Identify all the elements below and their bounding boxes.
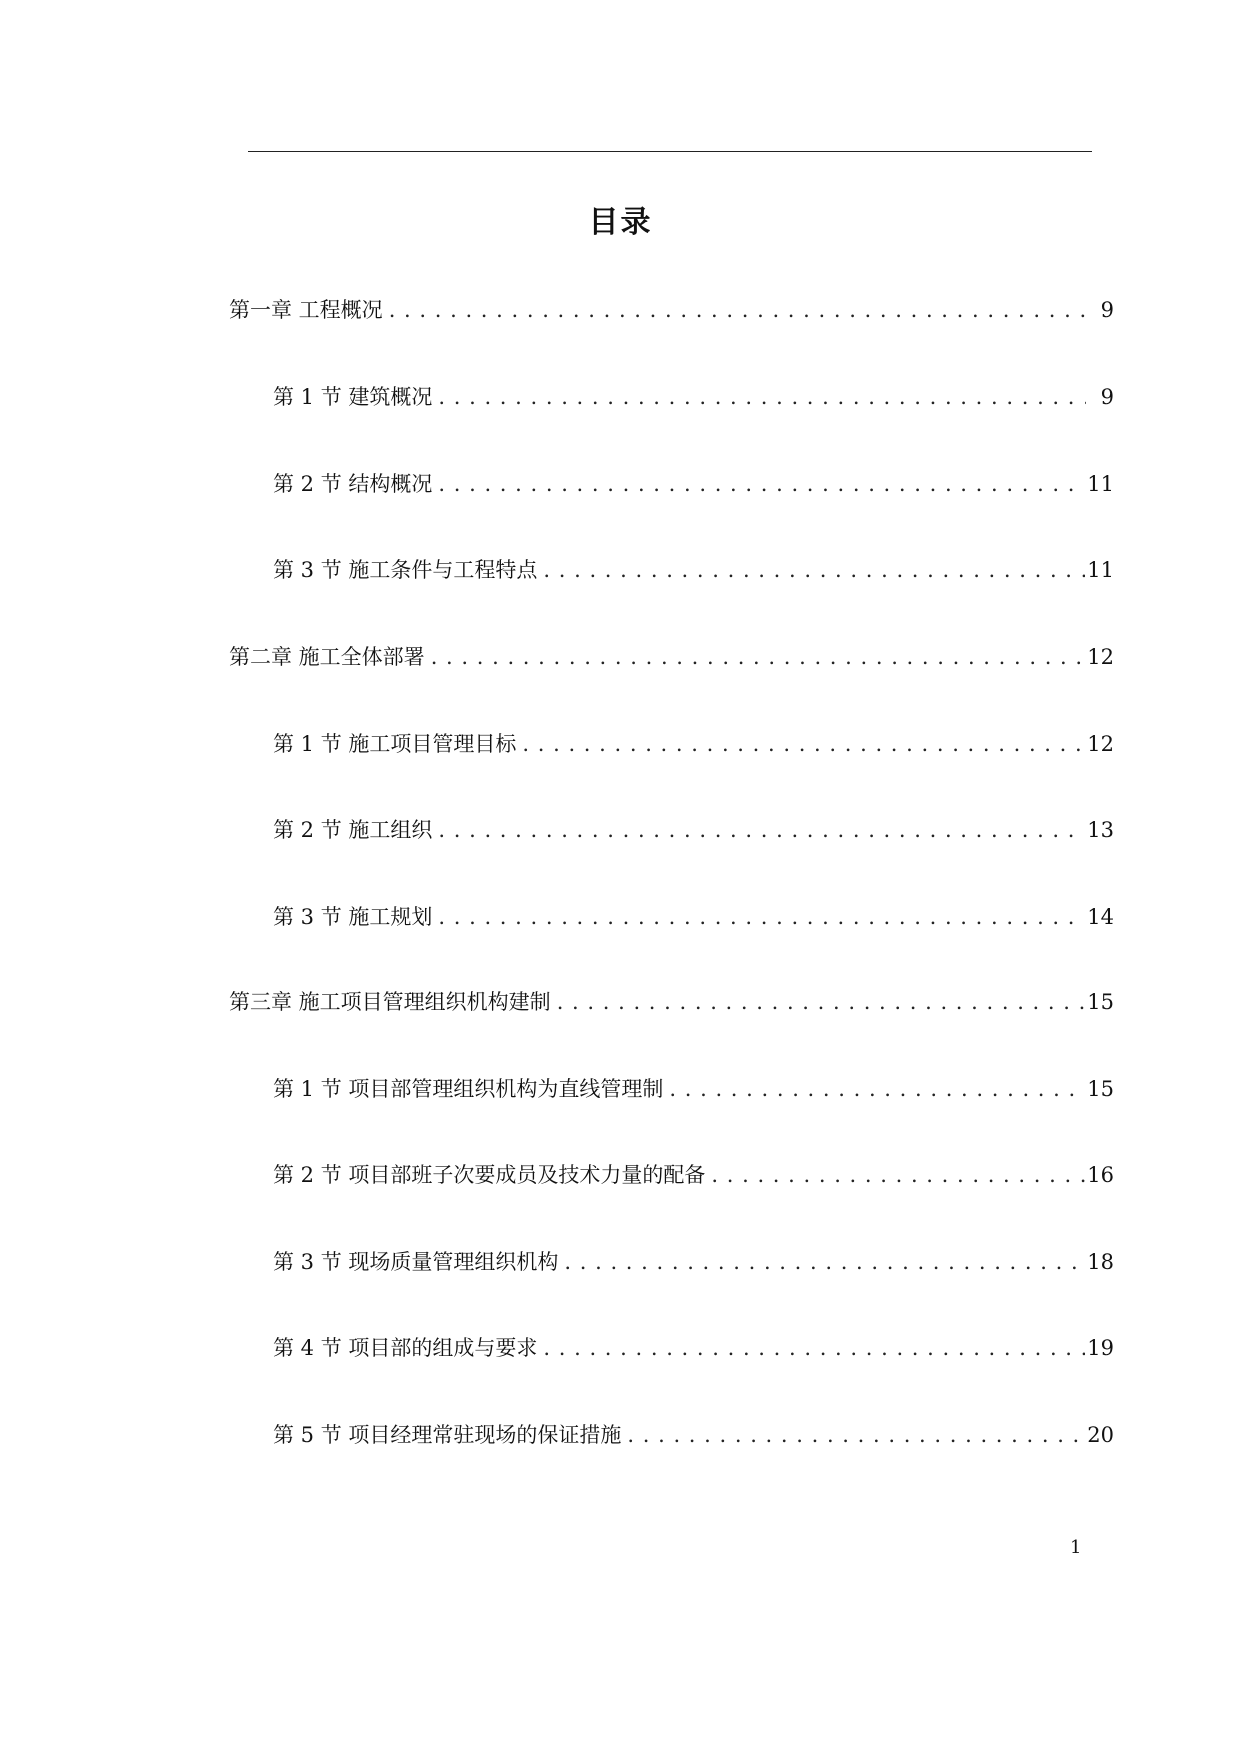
toc-entry-page: 19 [1087, 1336, 1114, 1360]
toc-entry-label: 第 2 节 施工组织 [273, 818, 433, 842]
dot-leader [564, 1244, 1085, 1280]
toc-entry-page: 11 [1087, 472, 1114, 496]
dot-leader [431, 639, 1086, 675]
toc-entry-section-3-5[interactable] [273, 1417, 1114, 1453]
toc-title: 目录 [588, 205, 653, 240]
toc-entry-section-1-2[interactable] [273, 466, 1114, 502]
toc-entry-label: 第 3 节 施工条件与工程特点 [273, 558, 538, 582]
toc-entry-label: 第 3 节 施工规划 [273, 905, 433, 929]
toc-entry-section-2-1[interactable] [273, 726, 1114, 762]
dot-leader [711, 1157, 1085, 1193]
toc-entry-chapter-1[interactable] [229, 292, 1114, 328]
toc-entry-page: 15 [1087, 990, 1114, 1014]
toc-entry-label: 第 2 节 结构概况 [273, 472, 433, 496]
dot-leader [438, 466, 1085, 502]
toc-entry-label: 第 5 节 项目经理常驻现场的保证措施 [273, 1423, 622, 1447]
toc-entry-page: 15 [1087, 1077, 1114, 1101]
toc-entry-section-1-3[interactable] [273, 552, 1114, 588]
toc-entry-page: 9 [1100, 385, 1114, 409]
toc-entry-chapter-3[interactable] [229, 984, 1114, 1020]
toc-entry-label: 第三章 施工项目管理组织机构建制 [229, 990, 551, 1014]
toc-entry-section-3-1[interactable] [273, 1071, 1114, 1107]
dot-leader [389, 292, 1086, 328]
toc-entry-page: 18 [1087, 1250, 1114, 1274]
dot-leader [438, 379, 1086, 415]
toc-entry-section-2-2[interactable] [273, 812, 1114, 848]
toc-entry-label: 第二章 施工全体部署 [229, 645, 425, 669]
toc-entry-page: 12 [1087, 645, 1114, 669]
toc-entry-page: 11 [1087, 558, 1114, 582]
toc-entry-page: 14 [1087, 905, 1114, 929]
toc-entry-page: 13 [1087, 818, 1114, 842]
toc-entry-label: 第 1 节 建筑概况 [273, 385, 433, 409]
toc-entry-label: 第 1 节 项目部管理组织机构为直线管理制 [273, 1077, 664, 1101]
toc-entry-section-1-1[interactable] [273, 379, 1114, 415]
dot-leader [543, 1330, 1085, 1366]
dot-leader [543, 552, 1085, 588]
toc-entry-label: 第 3 节 现场质量管理组织机构 [273, 1250, 559, 1274]
toc-entry-chapter-2[interactable] [229, 639, 1114, 675]
toc-entry-section-3-2[interactable] [273, 1157, 1114, 1193]
dot-leader [557, 984, 1086, 1020]
toc-entry-page: 12 [1087, 732, 1114, 756]
toc-entry-label: 第 4 节 项目部的组成与要求 [273, 1336, 538, 1360]
dot-leader [522, 726, 1085, 762]
toc-entry-section-2-3[interactable] [273, 899, 1114, 935]
toc-entry-page: 9 [1100, 298, 1114, 322]
toc-entry-page: 16 [1087, 1163, 1114, 1187]
toc-entry-page: 20 [1087, 1423, 1114, 1447]
toc-entry-section-3-4[interactable] [273, 1330, 1114, 1366]
toc-entry-label: 第 1 节 施工项目管理目标 [273, 732, 517, 756]
dot-leader [627, 1417, 1085, 1453]
page-number: 1 [1070, 1537, 1082, 1558]
dot-leader [669, 1071, 1085, 1107]
toc-entry-label: 第一章 工程概况 [229, 298, 383, 322]
toc-entry-label: 第 2 节 项目部班子次要成员及技术力量的配备 [273, 1163, 706, 1187]
dot-leader [438, 899, 1085, 935]
toc-entry-section-3-3[interactable] [273, 1244, 1114, 1280]
dot-leader [438, 812, 1085, 848]
